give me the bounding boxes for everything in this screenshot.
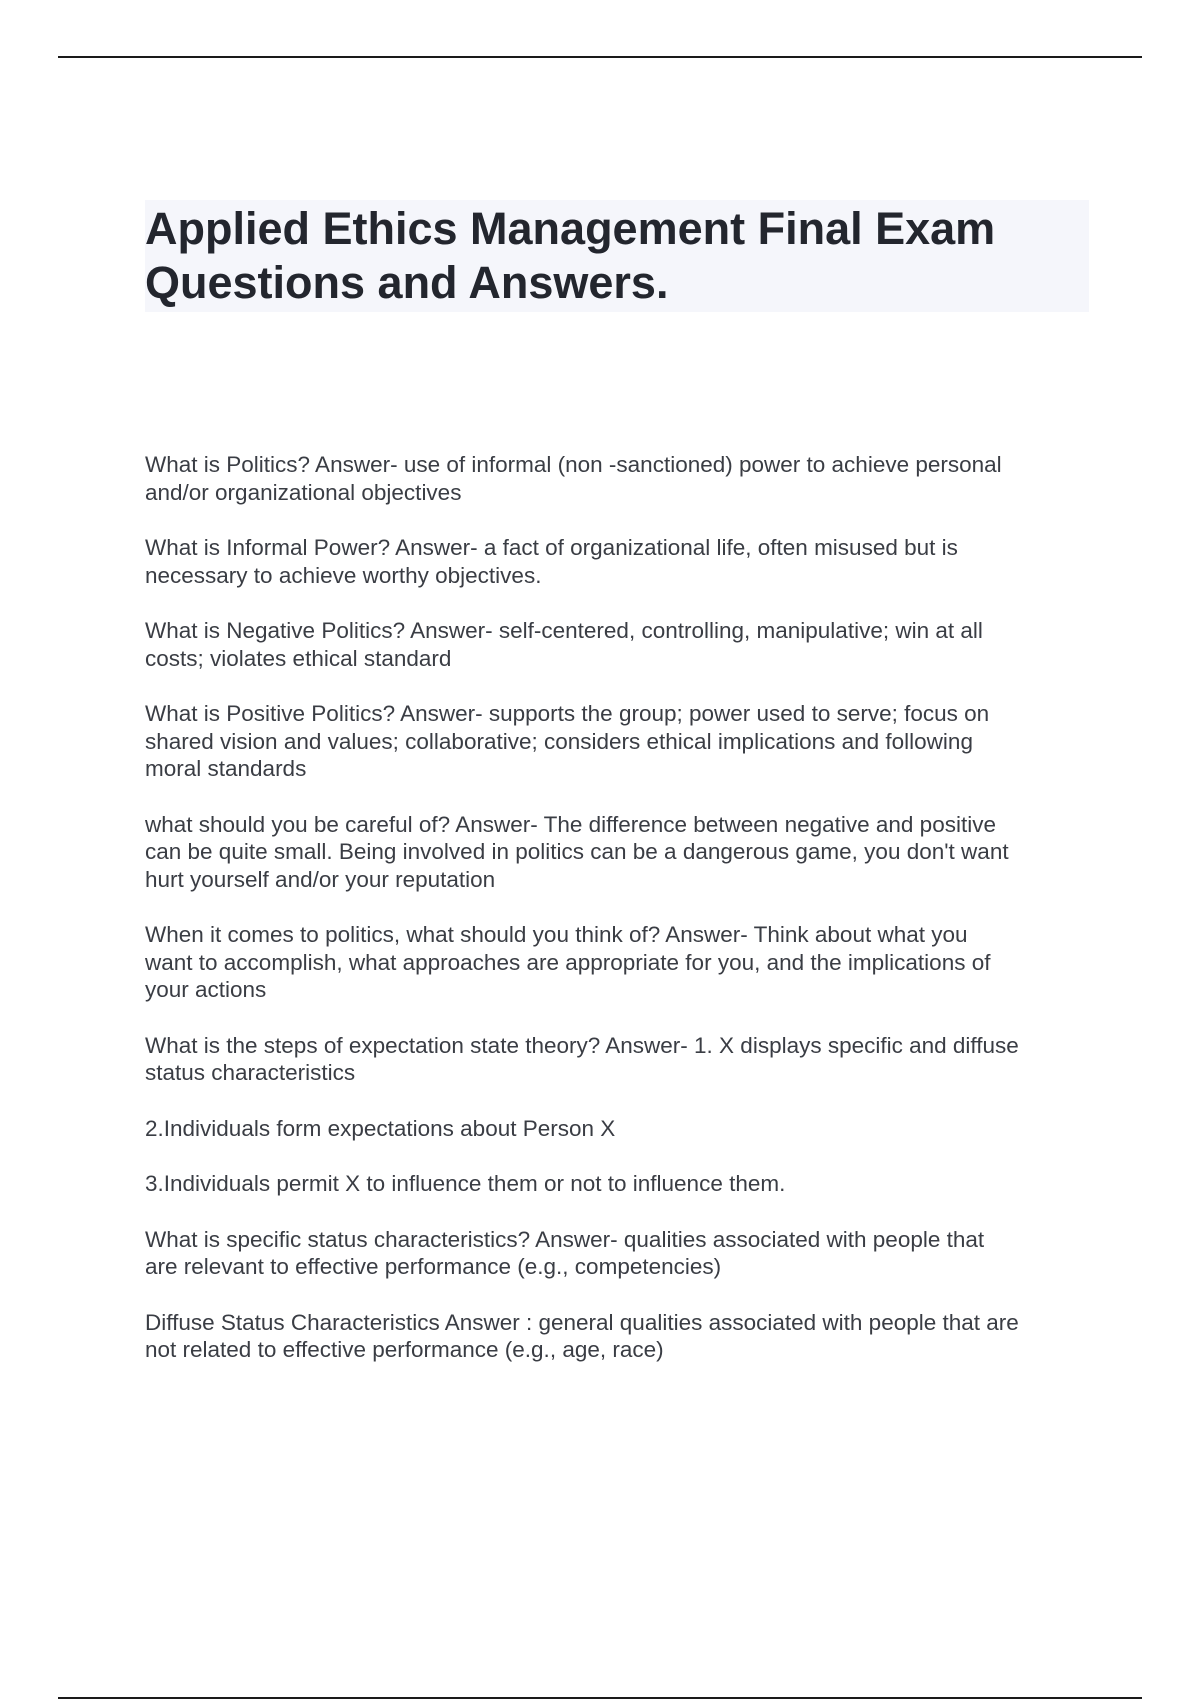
top-divider — [58, 56, 1142, 58]
qa-line: What is Informal Power? Answer- a fact of organizational life, often misused but is — [145, 535, 958, 560]
qa-line: What is the steps of expectation state theory? Answer- 1. X displays specific and diffuse — [145, 1032, 1019, 1058]
qa-line: What is Negative Politics? Answer- self-centered, controlling, manipulative; win at all — [145, 618, 983, 643]
qa-item — [145, 617, 1095, 672]
qa-item — [145, 921, 1095, 1004]
qa-item — [145, 700, 1095, 783]
qa-line: Diffuse Status Characteristics Answer : general qualities associated with people that are — [145, 1309, 1019, 1335]
qa-line: When it comes to politics, what should you think of? Answer- Think about what you — [145, 922, 968, 947]
qa-list — [145, 451, 1095, 1392]
qa-line: what should you be careful of? Answer- The difference between negative and positive — [145, 811, 996, 837]
qa-line: moral standards — [145, 756, 307, 781]
title-line: Applied Ethics Management Final Exam — [145, 203, 996, 254]
qa-line: want to accomplish, what approaches are appropriate for you, and the implications of — [145, 949, 991, 975]
qa-item — [145, 1309, 1095, 1364]
title-line: Questions and Answers. — [145, 257, 669, 308]
qa-line: costs; violates ethical standard — [145, 645, 452, 671]
qa-line: 2.Individuals form expectations about Person X — [145, 1115, 616, 1141]
qa-line: not related to effective performance (e.g., age, race) — [145, 1337, 664, 1362]
qa-line: your actions — [145, 977, 267, 1002]
qa-line: What is Politics? Answer- use of informal (non -sanctioned) power to achieve personal — [145, 452, 1002, 477]
qa-item — [145, 1115, 1095, 1143]
qa-line: What is Positive Politics? Answer- supports the group; power used to serve; focus on — [145, 701, 990, 726]
qa-item — [145, 534, 1095, 589]
qa-item — [145, 1170, 1095, 1198]
qa-item — [145, 811, 1095, 894]
qa-line: What is specific status characteristics? Answer- qualities associated with people that — [145, 1226, 985, 1252]
qa-line: hurt yourself and/or your reputation — [145, 866, 496, 892]
qa-line: and/or organizational objectives — [145, 479, 462, 505]
bottom-divider — [58, 1697, 1142, 1699]
page-title — [145, 200, 1089, 310]
qa-item — [145, 451, 1095, 506]
title-block — [145, 200, 1089, 312]
qa-item — [145, 1226, 1095, 1281]
qa-line: necessary to achieve worthy objectives. — [145, 562, 542, 588]
qa-line: can be quite small. Being involved in politics can be a dangerous game, you don't want — [145, 839, 1009, 864]
qa-line: 3.Individuals permit X to influence them or not to influence them. — [145, 1171, 786, 1196]
qa-line: are relevant to effective performance (e.g., competencies) — [145, 1254, 722, 1279]
qa-line: status characteristics — [145, 1060, 356, 1085]
qa-item — [145, 1032, 1095, 1087]
qa-line: shared vision and values; collaborative; considers ethical implications and following — [145, 728, 973, 754]
